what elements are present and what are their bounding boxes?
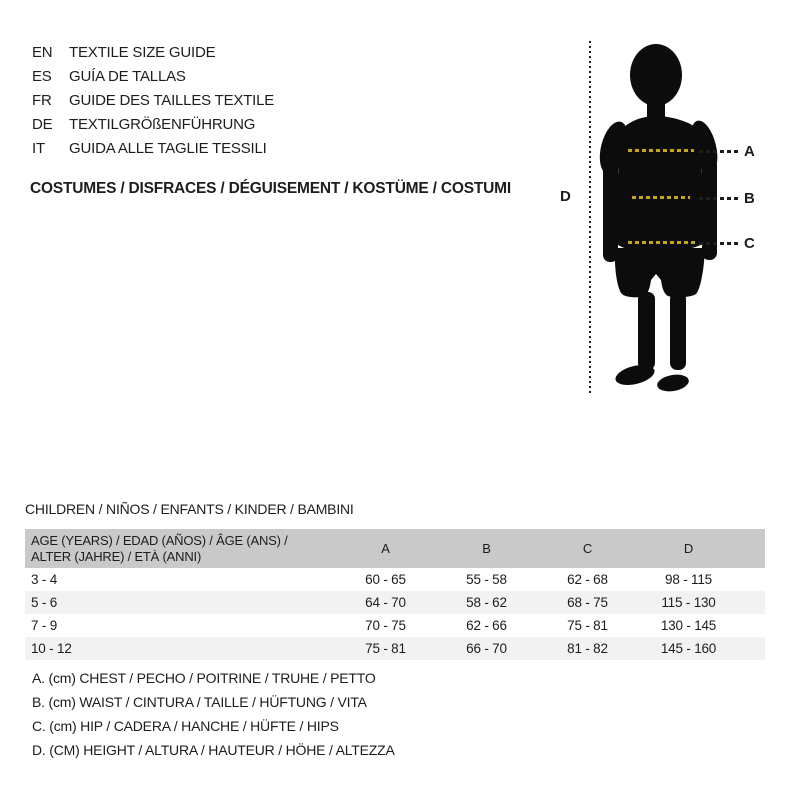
column-header-b: B	[436, 529, 537, 568]
measure-label-d: D	[560, 188, 571, 205]
age-cell: 5 - 6	[31, 595, 58, 610]
legend-chest: A. (cm) CHEST / PECHO / POITRINE / TRUHE / PETTO	[32, 670, 376, 686]
lang-label: TEXTILE SIZE GUIDE	[69, 43, 216, 61]
header-spacer	[739, 529, 765, 568]
age-header-line1: AGE (YEARS) / EDAD (AÑOS) / ÂGE (ANS) /	[31, 532, 288, 548]
table-header-row	[25, 529, 765, 568]
row-spacer	[739, 637, 765, 660]
lang-code: EN	[32, 43, 53, 61]
age-column-header	[25, 529, 335, 568]
waist-cell: 66 - 70	[466, 641, 507, 656]
size-table	[25, 529, 765, 660]
row-spacer	[739, 614, 765, 637]
column-header-c: C	[537, 529, 638, 568]
waist-cell: 58 - 62	[466, 595, 507, 610]
table-row	[25, 591, 765, 614]
column-header-a: A	[335, 529, 436, 568]
hip-cell: 68 - 75	[567, 595, 608, 610]
lang-row-es	[32, 64, 274, 88]
age-cell: 10 - 12	[31, 641, 72, 656]
measure-label-b: B	[744, 190, 755, 207]
height-cell: 145 - 160	[660, 641, 717, 656]
chest-measure-line-on-body	[628, 149, 694, 152]
table-row	[25, 568, 765, 591]
lang-row-de	[32, 112, 274, 136]
hip-cell: 62 - 68	[567, 572, 608, 587]
table-row	[25, 637, 765, 660]
hip-cell: 75 - 81	[567, 618, 608, 633]
table-row	[25, 614, 765, 637]
lang-code: ES	[32, 67, 52, 85]
legend-height: D. (CM) HEIGHT / ALTURA / HAUTEUR / HÖHE / ALTEZZA	[32, 742, 395, 758]
waist-measure-line-on-body	[632, 196, 690, 199]
lang-label: GUIDA ALLE TAGLIE TESSILI	[69, 139, 267, 157]
lang-row-it	[32, 136, 274, 160]
height-cell: 98 - 115	[665, 572, 712, 587]
row-spacer	[739, 568, 765, 591]
height-cell: 115 - 130	[661, 595, 716, 610]
chest-cell: 75 - 81	[365, 641, 406, 656]
lang-label: GUIDE DES TAILLES TEXTILE	[69, 91, 275, 109]
legend-waist: B. (cm) WAIST / CINTURA / TAILLE / HÜFTUNG / VITA	[32, 694, 367, 710]
chest-measure-line-lead	[699, 150, 739, 153]
column-header-d: D	[638, 529, 739, 568]
row-spacer	[739, 591, 765, 614]
lang-code: IT	[32, 139, 45, 157]
measurement-legend	[32, 666, 395, 762]
waist-cell: 62 - 66	[466, 618, 507, 633]
lang-row-en	[32, 40, 274, 64]
lang-code: FR	[32, 91, 52, 109]
age-cell: 3 - 4	[31, 572, 58, 587]
measure-label-c: C	[744, 235, 755, 252]
hip-cell: 81 - 82	[567, 641, 608, 656]
hip-measure-line-on-body	[628, 241, 696, 244]
category-title: COSTUMES / DISFRACES / DÉGUISEMENT / KOSTÜME / COSTUMI	[30, 180, 511, 197]
chest-cell: 64 - 70	[365, 595, 406, 610]
waist-measure-line-lead	[699, 197, 739, 200]
legend-hip: C. (cm) HIP / CADERA / HANCHE / HÜFTE / HIPS	[32, 718, 339, 734]
lang-label: TEXTILGRÖßENFÜHRUNG	[69, 115, 256, 133]
age-header-line2: ALTER (JAHRE) / ETÀ (ANNI)	[31, 548, 202, 564]
chest-cell: 60 - 65	[365, 572, 406, 587]
table-title: CHILDREN / NIÑOS / ENFANTS / KINDER / BAMBINI	[25, 501, 354, 517]
height-cell: 130 - 145	[660, 618, 717, 633]
height-measure-line	[589, 41, 591, 395]
waist-cell: 55 - 58	[466, 572, 507, 587]
lang-label: GUÍA DE TALLAS	[69, 67, 186, 85]
measure-label-a: A	[744, 143, 755, 160]
child-silhouette-image	[592, 42, 728, 392]
language-title-list	[32, 40, 274, 160]
size-table-section	[25, 501, 765, 660]
hip-measure-line-lead	[699, 242, 739, 245]
chest-cell: 70 - 75	[365, 618, 406, 633]
lang-code: DE	[32, 115, 53, 133]
age-cell: 7 - 9	[31, 618, 58, 633]
lang-row-fr	[32, 88, 274, 112]
